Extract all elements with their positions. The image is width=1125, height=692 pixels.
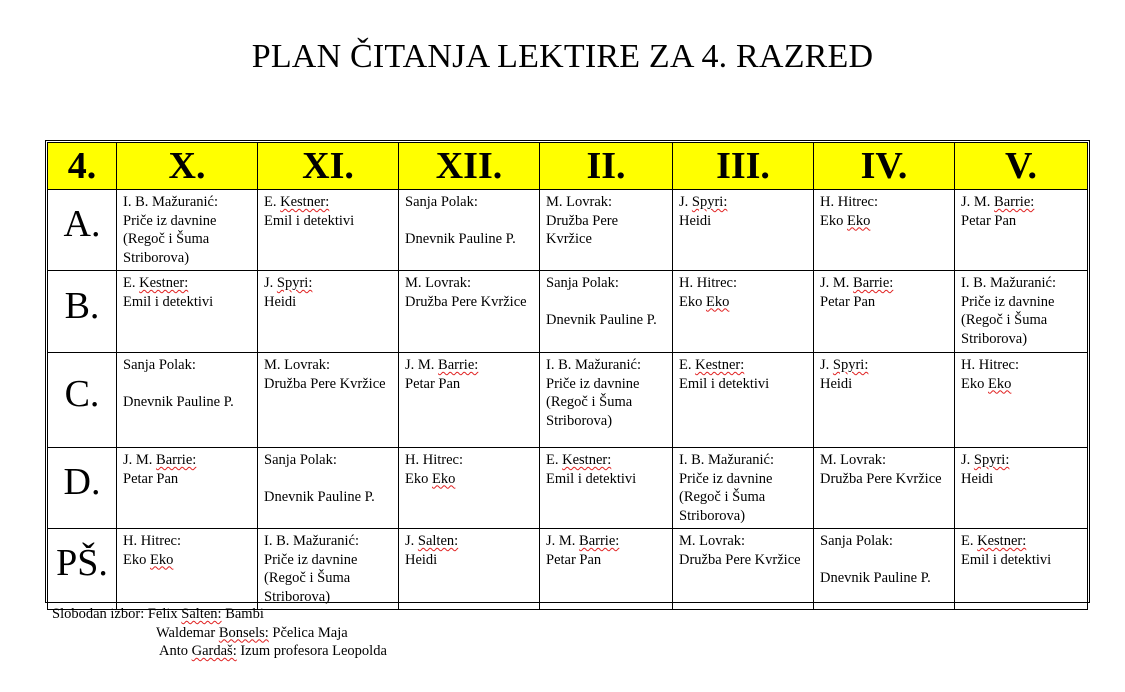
- author-name: E. Kestner:: [961, 533, 1027, 549]
- spellcheck-mark: Kestner:: [977, 533, 1027, 549]
- spellcheck-mark: Kestner:: [139, 275, 189, 291]
- author-name: J. Spyri:: [820, 357, 869, 373]
- book-title: Eko Eko: [679, 293, 730, 310]
- reading-cell: [673, 529, 814, 610]
- spellcheck-mark: Gardaš:: [191, 643, 237, 659]
- book-title: Eko Eko: [123, 551, 174, 568]
- table-row: [48, 190, 1088, 271]
- header-cell-month: X.: [117, 143, 258, 190]
- author-name: J. Salten:: [405, 533, 459, 549]
- free-choice-note: [52, 605, 387, 661]
- header-cell-month: III.: [673, 143, 814, 190]
- author-name: J. Spyri:: [961, 452, 1010, 468]
- reading-cell: [673, 271, 814, 353]
- book-title: Emil i detektivi: [123, 293, 214, 310]
- spellcheck-mark: Spyri:: [973, 452, 1010, 468]
- author-name: Sanja Polak:: [264, 452, 337, 468]
- book-title: Emil i detektivi: [546, 470, 637, 487]
- book-title: Petar Pan: [961, 212, 1017, 229]
- book-title: Družba Pere Kvržice: [820, 470, 942, 487]
- book-title: Dnevnik Pauline P.: [123, 394, 234, 410]
- reading-cell: [117, 529, 258, 610]
- spellcheck-mark: Barrie:: [579, 533, 620, 549]
- reading-cell: [399, 529, 540, 610]
- row-label-cell: [48, 271, 117, 353]
- author-name: H. Hitrec:: [820, 194, 878, 210]
- reading-cell: [117, 353, 258, 448]
- author-name: M. Lovrak:: [405, 275, 472, 291]
- author-name: M. Lovrak:: [546, 194, 613, 210]
- author-name: M. Lovrak:: [679, 533, 746, 549]
- header-cell-month: V.: [955, 143, 1088, 190]
- row-label: D.: [63, 461, 101, 503]
- book-title: Eko Eko: [961, 375, 1012, 392]
- author-name: H. Hitrec:: [123, 533, 181, 549]
- book-title: Družba Pere Kvržice: [405, 293, 527, 310]
- author-name: I. B. Mažuranić:: [679, 452, 775, 468]
- header-cell-month: XII.: [399, 143, 540, 190]
- table-body: [48, 143, 1088, 610]
- author-name: I. B. Mažuranić:: [546, 357, 642, 373]
- spellcheck-mark: Barrie:: [994, 194, 1035, 210]
- author-name: Sanja Polak:: [123, 357, 196, 373]
- reading-cell: [117, 190, 258, 271]
- author-name: J. M. Barrie:: [405, 357, 479, 373]
- reading-plan-table: [47, 142, 1088, 610]
- book-title: Petar Pan: [123, 470, 179, 487]
- book-title: Družba Pere Kvržice: [546, 212, 619, 247]
- spellcheck-mark: Spyri:: [276, 275, 313, 291]
- author-name: H. Hitrec:: [961, 357, 1019, 373]
- free-choice-text: Waldemar Bonsels: Pčelica Maja: [156, 624, 348, 641]
- book-title: Petar Pan: [546, 551, 602, 568]
- page-title: PLAN ČITANJA LEKTIRE ZA 4. RAZRED: [251, 38, 874, 75]
- free-choice-text: Anto Gardaš: Izum profesora Leopolda: [159, 643, 387, 659]
- book-title: Družba Pere Kvržice: [264, 375, 386, 392]
- spellcheck-mark: Kestner:: [562, 452, 612, 468]
- book-title: Priče iz davnine (Regoč i Šuma Striborova): [546, 375, 640, 429]
- reading-cell: [540, 353, 673, 448]
- author-name: I. B. Mažuranić:: [264, 533, 360, 549]
- reading-cell: [399, 448, 540, 529]
- book-title: Dnevnik Pauline P.: [405, 231, 516, 247]
- author-name: E. Kestner:: [123, 275, 189, 291]
- reading-cell: [540, 529, 673, 610]
- reading-cell: [955, 353, 1088, 448]
- reading-cell: [258, 353, 399, 448]
- reading-cell: [955, 448, 1088, 529]
- author-name: Sanja Polak:: [405, 194, 478, 210]
- free-choice-line: [52, 605, 387, 624]
- reading-cell: [399, 190, 540, 271]
- book-title: Priče iz davnine (Regoč i Šuma Striborova): [264, 551, 358, 605]
- author-name: Sanja Polak:: [820, 533, 893, 549]
- spellcheck-mark: Barrie:: [438, 357, 479, 373]
- spellcheck-mark: Eko: [149, 551, 174, 568]
- spellcheck-mark: Kestner:: [280, 194, 330, 210]
- book-title: Priče iz davnine (Regoč i Šuma Striborova): [679, 470, 773, 524]
- author-name: I. B. Mažuranić:: [961, 275, 1057, 291]
- book-title: Dnevnik Pauline P.: [264, 489, 375, 505]
- reading-cell: [399, 271, 540, 353]
- row-label-cell: [48, 448, 117, 529]
- row-label: B.: [64, 284, 100, 327]
- reading-cell: [955, 190, 1088, 271]
- row-label: PŠ.: [56, 542, 108, 584]
- row-label-cell: [48, 353, 117, 448]
- reading-cell: [540, 271, 673, 353]
- reading-cell: [955, 271, 1088, 353]
- reading-cell: [117, 448, 258, 529]
- book-title: Heidi: [820, 375, 853, 392]
- spellcheck-mark: Barrie:: [853, 275, 894, 291]
- header-row: [48, 143, 1088, 190]
- spellcheck-mark: Eko: [431, 470, 456, 487]
- table-row: [48, 448, 1088, 529]
- book-title: Dnevnik Pauline P.: [546, 312, 657, 328]
- author-name: I. B. Mažuranić:: [123, 194, 219, 210]
- spellcheck-mark: Spyri:: [691, 194, 728, 210]
- reading-cell: [540, 448, 673, 529]
- spellcheck-mark: Eko: [987, 375, 1012, 392]
- row-label-cell: [48, 190, 117, 271]
- book-title: Heidi: [264, 293, 297, 310]
- author-name: J. Spyri:: [679, 194, 728, 210]
- spellcheck-mark: Salten:: [181, 606, 222, 622]
- header-cell-month: XI.: [258, 143, 399, 190]
- spellcheck-mark: Salten:: [417, 533, 459, 549]
- author-name: M. Lovrak:: [264, 357, 331, 373]
- book-title: Emil i detektivi: [961, 551, 1052, 568]
- reading-cell: [814, 529, 955, 610]
- author-name: J. M. Barrie:: [961, 194, 1035, 210]
- book-title: Eko Eko: [405, 470, 456, 487]
- author-name: E. Kestner:: [679, 357, 745, 373]
- reading-cell: [814, 190, 955, 271]
- author-name: H. Hitrec:: [405, 452, 463, 468]
- reading-cell: [955, 529, 1088, 610]
- table-row: [48, 529, 1088, 610]
- header-cell-grade: 4.: [48, 143, 117, 190]
- spellcheck-mark: Spyri:: [832, 357, 869, 373]
- reading-cell: [258, 529, 399, 610]
- spellcheck-mark: Eko: [705, 293, 730, 310]
- book-title: Eko Eko: [820, 212, 871, 229]
- spellcheck-mark: Kestner:: [695, 357, 745, 373]
- reading-cell: [814, 353, 955, 448]
- reading-cell: [673, 448, 814, 529]
- author-name: H. Hitrec:: [679, 275, 737, 291]
- reading-cell: [399, 353, 540, 448]
- spellcheck-mark: Barrie:: [156, 452, 197, 468]
- book-title: Emil i detektivi: [679, 375, 770, 392]
- header-cell-month: II.: [540, 143, 673, 190]
- reading-cell: [258, 271, 399, 353]
- book-title: Heidi: [405, 551, 438, 568]
- free-choice-text: Slobodan izbor: Felix Salten: Bambi: [52, 606, 264, 622]
- author-name: M. Lovrak:: [820, 452, 887, 468]
- reading-plan-table-frame: [45, 140, 1090, 603]
- book-title: Družba Pere Kvržice: [679, 551, 801, 568]
- reading-cell: [540, 190, 673, 271]
- free-choice-line: [52, 624, 387, 643]
- author-name: E. Kestner:: [264, 194, 330, 210]
- book-title: Emil i detektivi: [264, 212, 355, 229]
- book-title: Priče iz davnine (Regoč i Šuma Striborova): [123, 212, 217, 266]
- table-row: [48, 353, 1088, 448]
- row-label: C.: [64, 373, 100, 415]
- author-name: J. M. Barrie:: [123, 452, 197, 468]
- author-name: J. M. Barrie:: [546, 533, 620, 549]
- row-label-cell: [48, 529, 117, 610]
- author-name: Sanja Polak:: [546, 275, 619, 291]
- header-cell-month: IV.: [814, 143, 955, 190]
- reading-cell: [258, 448, 399, 529]
- reading-cell: [117, 271, 258, 353]
- reading-cell: [673, 353, 814, 448]
- book-title: Petar Pan: [405, 375, 461, 392]
- author-name: J. M. Barrie:: [820, 275, 894, 291]
- author-name: E. Kestner:: [546, 452, 612, 468]
- book-title: Dnevnik Pauline P.: [820, 570, 931, 586]
- book-title: Priče iz davnine (Regoč i Šuma Striborova): [961, 293, 1055, 347]
- book-title: Heidi: [961, 470, 994, 487]
- table-row: [48, 271, 1088, 353]
- spellcheck-mark: Eko: [846, 212, 871, 229]
- reading-cell: [258, 190, 399, 271]
- free-choice-line: [52, 642, 387, 661]
- reading-cell: [673, 190, 814, 271]
- book-title: Petar Pan: [820, 293, 876, 310]
- reading-cell: [814, 448, 955, 529]
- reading-cell: [814, 271, 955, 353]
- spellcheck-mark: Bonsels:: [218, 624, 269, 641]
- author-name: J. Spyri:: [264, 275, 313, 291]
- row-label: A.: [63, 203, 101, 245]
- book-title: Heidi: [679, 212, 712, 229]
